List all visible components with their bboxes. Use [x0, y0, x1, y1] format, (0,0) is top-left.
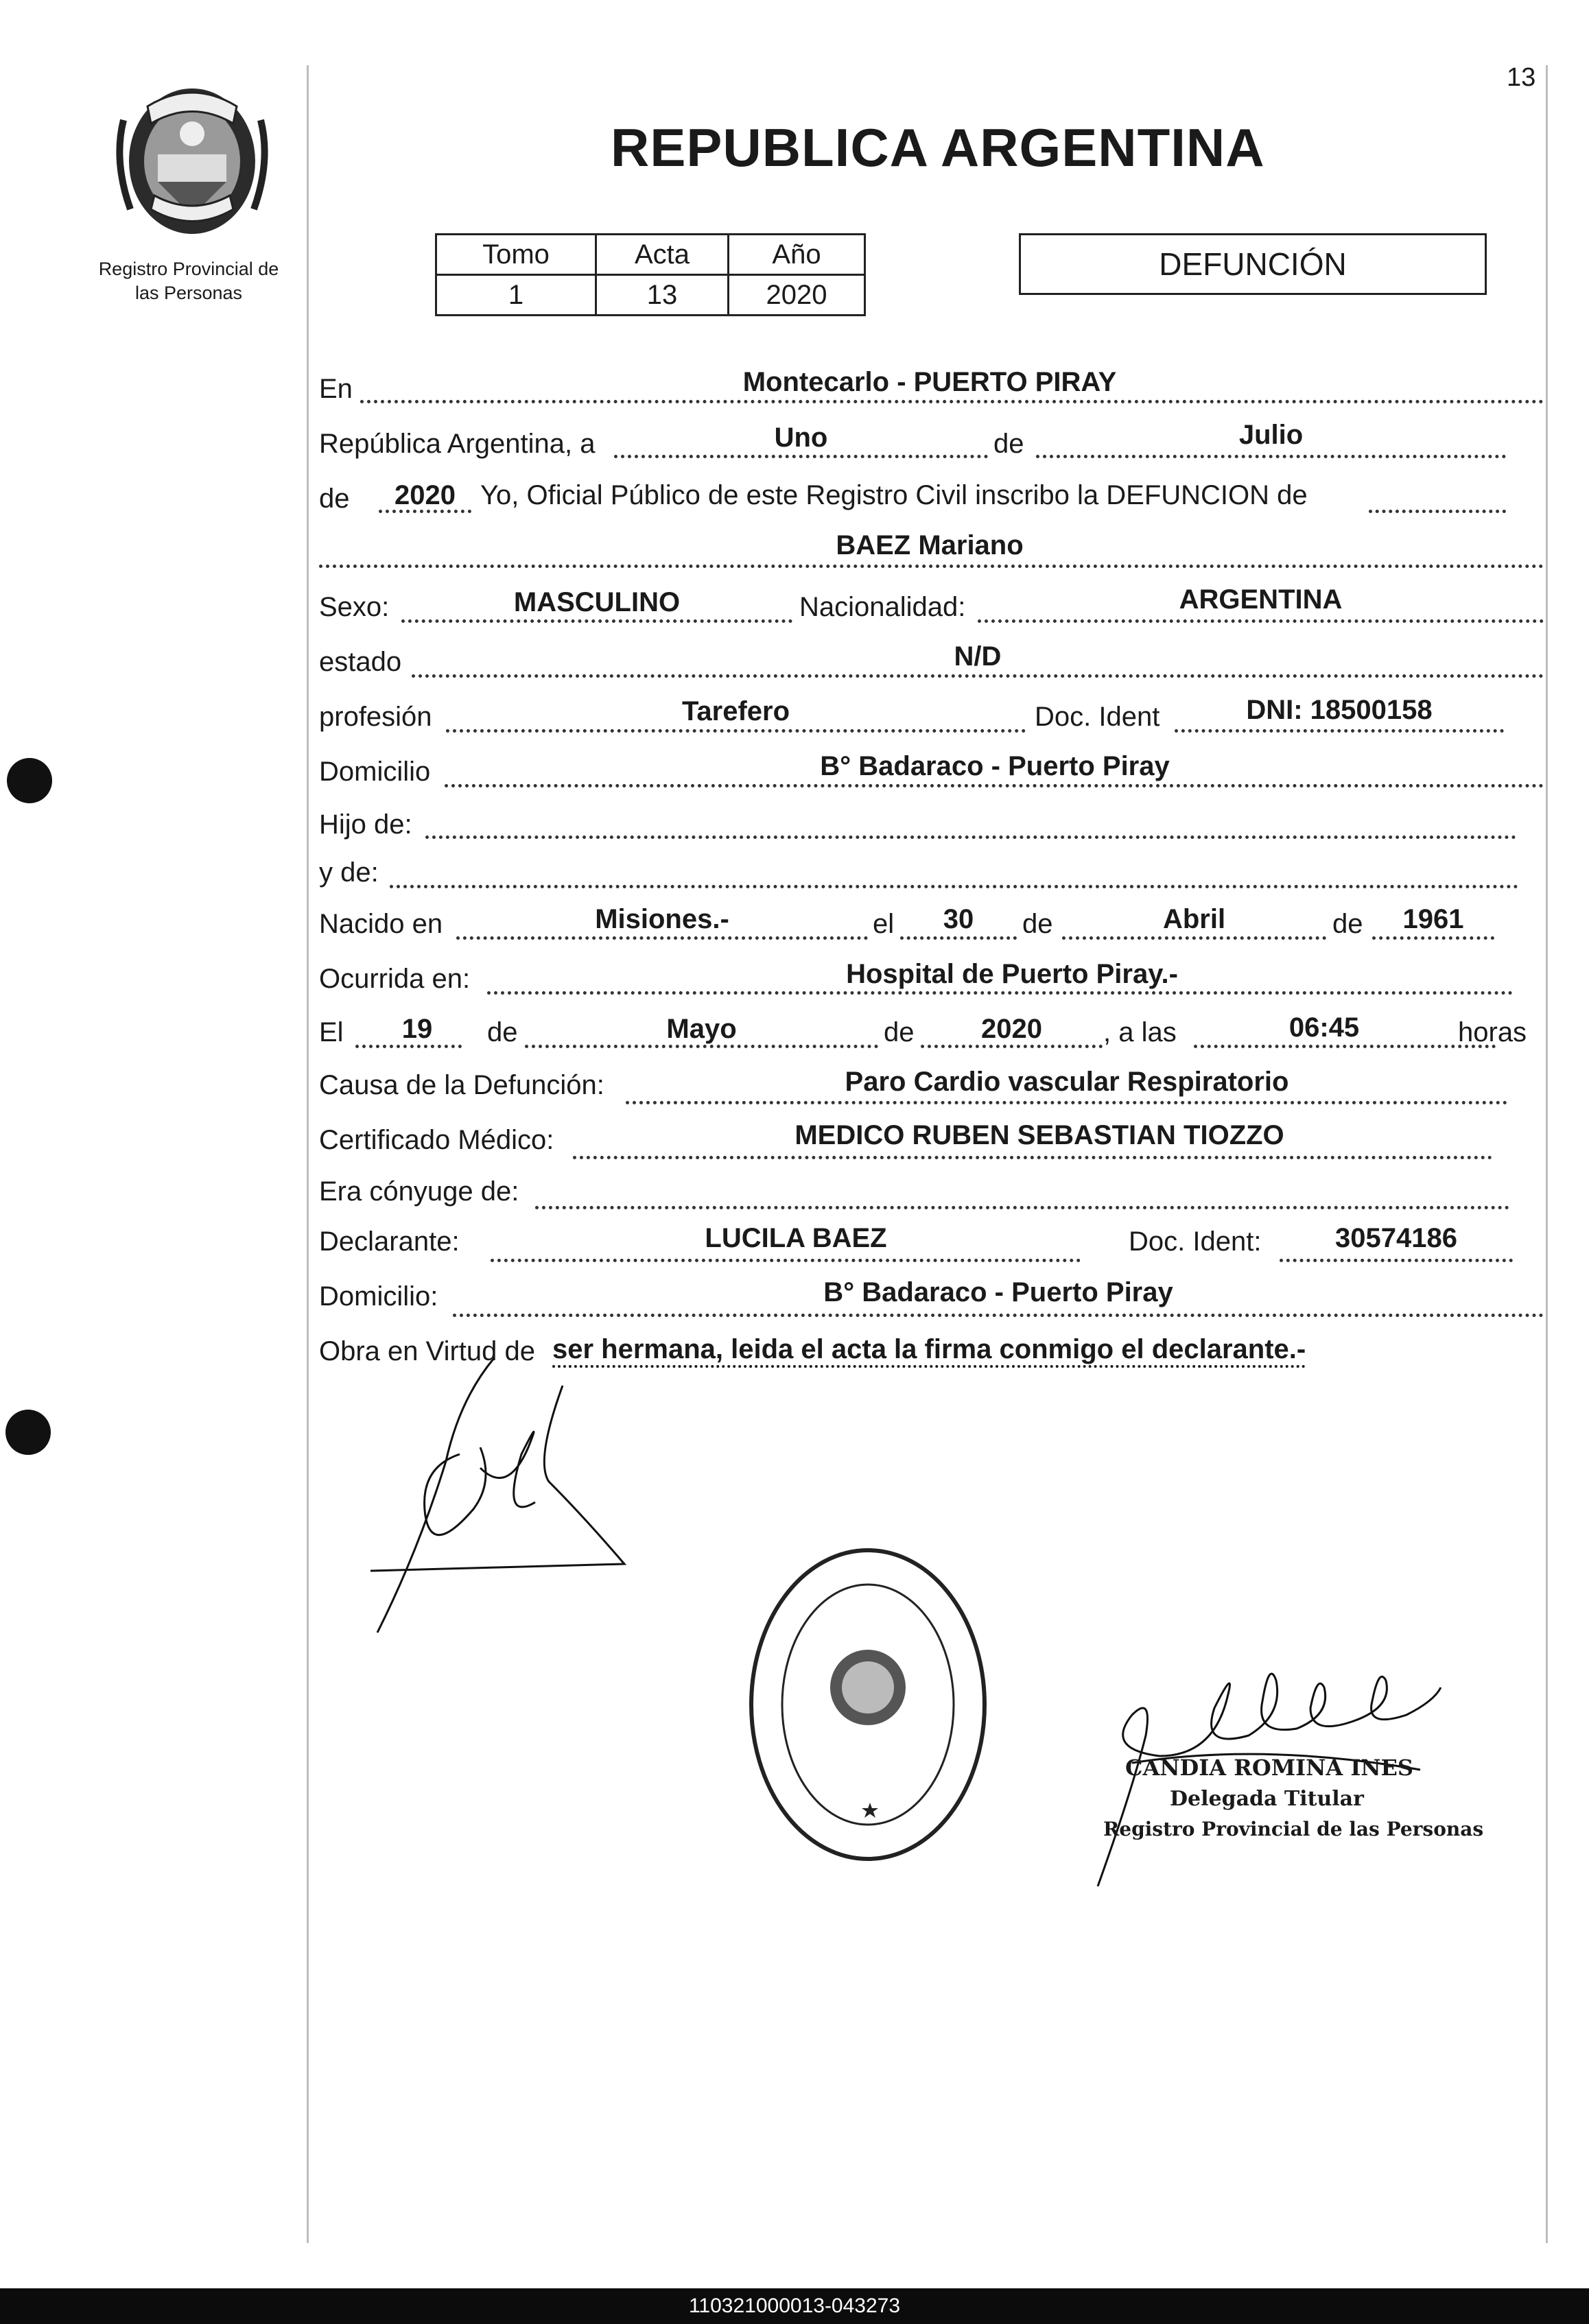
label-estado: estado	[319, 647, 402, 677]
label-nacido-en: Nacido en	[319, 909, 443, 939]
anio-value: 2020	[729, 275, 865, 316]
birth-month-value: Abril	[1162, 904, 1226, 934]
declarant-address-value: B° Badaraco - Puerto Piray	[823, 1277, 1173, 1307]
label-obra: Obra en Virtud de	[319, 1336, 536, 1366]
dotted-line	[1194, 1045, 1496, 1048]
death-time-value: 06:45	[1288, 1012, 1360, 1043]
label-domicilio: Domicilio	[319, 757, 431, 787]
dotted-line	[412, 674, 1544, 678]
dotted-line	[921, 1045, 1103, 1048]
registry-label-line2: las Personas	[134, 283, 243, 303]
left-margin-line	[307, 65, 309, 2243]
civil-status-value: N/D	[954, 641, 1002, 672]
birth-year-value: 1961	[1402, 904, 1464, 934]
dotted-line	[1062, 936, 1326, 940]
document-title: REPUBLICA ARGENTINA	[611, 117, 1265, 178]
sex-value: MASCULINO	[513, 587, 681, 617]
label-domicilio-colon: Domicilio:	[319, 1281, 438, 1312]
record-type-box: DEFUNCIÓN	[1019, 233, 1487, 295]
declarant-document-value: 30574186	[1335, 1223, 1457, 1253]
place-value: Montecarlo - PUERTO PIRAY	[742, 367, 1117, 397]
birth-place-value: Misiones.-	[595, 904, 729, 934]
label-el-cap: El	[319, 1017, 344, 1047]
dotted-line	[525, 1045, 878, 1048]
deceased-name-value: BAEZ Mariano	[836, 530, 1024, 560]
medical-certificate-value: MEDICO RUBEN SEBASTIAN TIOZZO	[794, 1120, 1284, 1150]
dotted-line	[1280, 1259, 1513, 1262]
dotted-line	[445, 784, 1544, 787]
page-number: 13	[1507, 63, 1536, 92]
punch-hole	[5, 1410, 51, 1455]
dotted-line	[614, 455, 988, 458]
label-certificado: Certificado Médico:	[319, 1125, 554, 1155]
registration-month-value: Julio	[1238, 420, 1304, 450]
label-profesion: profesión	[319, 702, 432, 732]
document-value: DNI: 18500158	[1246, 695, 1433, 725]
dotted-line	[491, 1259, 1081, 1262]
punch-hole	[7, 758, 52, 803]
anio-header: Año	[729, 235, 865, 275]
acta-value: 13	[596, 275, 729, 316]
dotted-line	[446, 729, 1026, 733]
label-hijo-de: Hijo de:	[319, 809, 412, 840]
registry-delegation-stamp	[744, 1543, 991, 1866]
birth-day-value: 30	[943, 904, 974, 934]
death-day-value: 19	[401, 1014, 433, 1044]
label-causa: Causa de la Defunción:	[319, 1070, 604, 1100]
dotted-line	[360, 400, 1544, 403]
label-doc-ident-colon: Doc. Ident:	[1129, 1226, 1262, 1257]
death-year-value: 2020	[981, 1014, 1042, 1044]
dotted-line	[401, 619, 792, 623]
dotted-line	[900, 936, 1017, 940]
death-place-value: Hospital de Puerto Piray.-	[846, 959, 1178, 989]
official-name: CANDIA ROMINA INES	[1125, 1755, 1414, 1781]
label-de: de	[487, 1017, 518, 1047]
tomo-header: Tomo	[436, 235, 596, 275]
dotted-line	[978, 619, 1544, 623]
death-month-value: Mayo	[666, 1014, 737, 1044]
acta-header: Acta	[596, 235, 729, 275]
record-meta-table	[435, 233, 866, 316]
label-republica: República Argentina, a	[319, 429, 596, 459]
label-yo: Yo, Oficial Público de este Registro Civil inscribo la DEFUNCION de	[480, 480, 1308, 510]
registry-label	[75, 257, 302, 305]
dotted-line	[573, 1156, 1492, 1159]
provincial-seal-logo	[110, 79, 274, 244]
label-ocurrida-en: Ocurrida en:	[319, 964, 471, 994]
registry-label-line1: Registro Provincial de	[98, 259, 279, 279]
dotted-line	[456, 936, 868, 940]
nationality-value: ARGENTINA	[1179, 584, 1343, 615]
profession-value: Tarefero	[681, 696, 790, 726]
dotted-line	[390, 885, 1518, 888]
registration-year-value: 2020	[395, 480, 456, 510]
label-de: de	[1332, 909, 1363, 939]
official-role: Delegada Titular	[1170, 1787, 1364, 1811]
label-doc-ident: Doc. Ident	[1035, 702, 1160, 732]
dotted-line	[319, 565, 1544, 568]
declarant-name-value: LUCILA BAEZ	[705, 1223, 887, 1253]
label-conyuge: Era cónyuge de:	[319, 1176, 519, 1207]
dotted-line	[355, 1045, 462, 1048]
dotted-line	[487, 991, 1513, 995]
official-office: Registro Provincial de las Personas	[1103, 1818, 1484, 1840]
label-de: de	[319, 484, 350, 514]
address-value: B° Badaraco - Puerto Piray	[820, 751, 1170, 781]
label-horas: horas	[1458, 1017, 1527, 1047]
label-declarante: Declarante:	[319, 1226, 460, 1257]
label-el: el	[873, 909, 895, 939]
label-de: de	[884, 1017, 915, 1047]
dotted-line	[626, 1101, 1507, 1104]
label-nacionalidad: Nacionalidad:	[799, 592, 966, 622]
dotted-line	[1372, 936, 1494, 940]
footer-code: 110321000013-043273	[0, 2288, 1589, 2324]
dotted-line	[1175, 729, 1504, 733]
label-en: En	[319, 374, 353, 404]
right-margin-line	[1546, 65, 1548, 2243]
dotted-line	[425, 835, 1516, 839]
dotted-line	[1369, 510, 1506, 513]
label-sexo: Sexo:	[319, 592, 390, 622]
basis-value: ser hermana, leida el acta la firma conmigo el declarante.-	[552, 1334, 1306, 1364]
cause-of-death-value: Paro Cardio vascular Respiratorio	[845, 1067, 1289, 1097]
dotted-line	[535, 1206, 1509, 1209]
label-de: de	[993, 429, 1024, 459]
dotted-line	[1036, 455, 1506, 458]
label-y-de: y de:	[319, 857, 379, 888]
registration-day-value: Uno	[774, 423, 828, 453]
declarant-signature	[357, 1344, 645, 1653]
label-de: de	[1022, 909, 1053, 939]
tomo-value: 1	[436, 275, 596, 316]
dotted-line	[453, 1314, 1544, 1317]
label-a-las: , a las	[1103, 1017, 1177, 1047]
